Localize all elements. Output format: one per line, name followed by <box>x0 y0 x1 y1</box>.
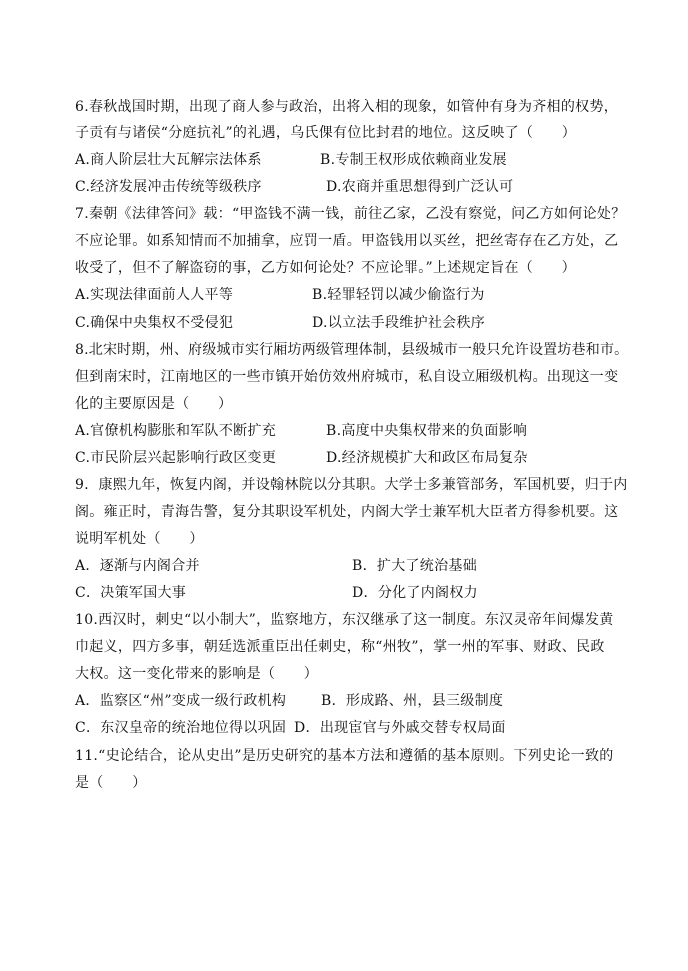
question-6-option-d: D.农商并重思想得到广泛认可 <box>326 179 514 195</box>
question-9-option-d: D．分化了内阁权力 <box>352 585 478 601</box>
question-6-option-c: C.经济发展冲击传统等级秩序 <box>75 179 262 195</box>
question-6-option-b: B.专制王权形成依赖商业发展 <box>320 152 507 168</box>
question-11-stem-line-1: 11.“史论结合，论从史出”是历史研究的基本方法和遵循的基本原则。下列史论一致的 <box>75 748 614 764</box>
question-8-stem-line-3: 化的主要原因是（ ） <box>75 396 233 412</box>
question-6-stem-line-2: 子贡有与诸侯“分庭抗礼”的礼遇，乌氏倮有位比封君的地位。这反映了（ ） <box>75 125 577 141</box>
question-9-stem-line-2: 阁。雍正时，青海告警，复分其职设军机处，内阁大学士兼军机大臣者方得参机要。这 <box>75 504 619 520</box>
question-8-option-b: B.高度中央集权带来的负面影响 <box>326 423 528 439</box>
question-7-stem-line-1: 7.秦朝《法律答问》载：“甲盗钱不满一钱，前往乙家，乙没有察觉，问乙方如何论处？ <box>75 206 626 222</box>
question-9-option-a: A．逐渐与内阁合并 <box>75 558 200 574</box>
question-7-stem-line-3: 收受了，但不了解盗窃的事，乙方如何论处？不应论罪。”上述规定旨在（ ） <box>75 260 576 276</box>
question-9-stem-line-1: 9．康熙九年，恢复内阁，并设翰林院以分其职。大学士多兼管部务，军国机要，归于内 <box>75 477 628 493</box>
question-9-stem-line-3: 说明军机处（ ） <box>75 531 204 547</box>
question-7-option-b: B.轻罪轻罚以减少偷盗行为 <box>312 287 485 303</box>
question-7-option-c: C.确保中央集权不受侵犯 <box>75 315 234 331</box>
question-8-stem-line-1: 8.北宋时期，州、府级城市实行厢坊两级管理体制，县级城市一般只允许设置坊巷和市。 <box>75 342 629 358</box>
question-10-option-d: D．出现宦官与外戚交替专权局面 <box>294 720 506 736</box>
question-10-option-c: C．东汉皇帝的统治地位得以巩固 <box>75 720 287 736</box>
question-10-option-b: B．形成路、州，县三级制度 <box>321 693 504 709</box>
question-9-option-c: C．决策军国大事 <box>75 585 187 601</box>
question-8-option-a: A.官僚机构膨胀和军队不断扩充 <box>75 423 277 439</box>
question-7-option-d: D.以立法手段维护社会秩序 <box>312 315 486 331</box>
question-8-option-d: D.经济规模扩大和政区布局复杂 <box>326 450 528 466</box>
question-10-stem-line-1: 10.西汉时，刺史“以小制大”，监察地方，东汉继承了这一制度。东汉灵帝年间爆发黄 <box>75 612 614 628</box>
question-6-option-a: A.商人阶层壮大瓦解宗法体系 <box>75 152 262 168</box>
question-7-stem-line-2: 不应论罪。如系知情而不加捕拿，应罚一盾。甲盗钱用以买丝，把丝寄存在乙方处，乙 <box>75 233 619 249</box>
question-10-stem-line-2: 巾起义，四方多事，朝廷选派重臣出任刺史，称“州牧”，掌一州的军事、财政、民政 <box>75 639 605 655</box>
question-11-stem-line-2: 是（ ） <box>75 775 147 791</box>
question-9-option-b: B．扩大了统治基础 <box>352 558 477 574</box>
question-10-stem-line-3: 大权。这一变化带来的影响是（ ） <box>75 666 319 682</box>
question-8-option-c: C.市民阶层兴起影响行政区变更 <box>75 450 277 466</box>
question-10-option-a: A．监察区“州”变成一级行政机构 <box>75 693 287 709</box>
question-6-stem-line-1: 6.春秋战国时期，出现了商人参与政治，出将入相的现象，如管仲有身为齐相的权势， <box>75 99 619 115</box>
question-8-stem-line-2: 但到南宋时，江南地区的一些市镇开始仿效州府城市，私自设立厢级机构。出现这一变 <box>75 369 619 385</box>
question-7-option-a: A.实现法律面前人人平等 <box>75 287 234 303</box>
